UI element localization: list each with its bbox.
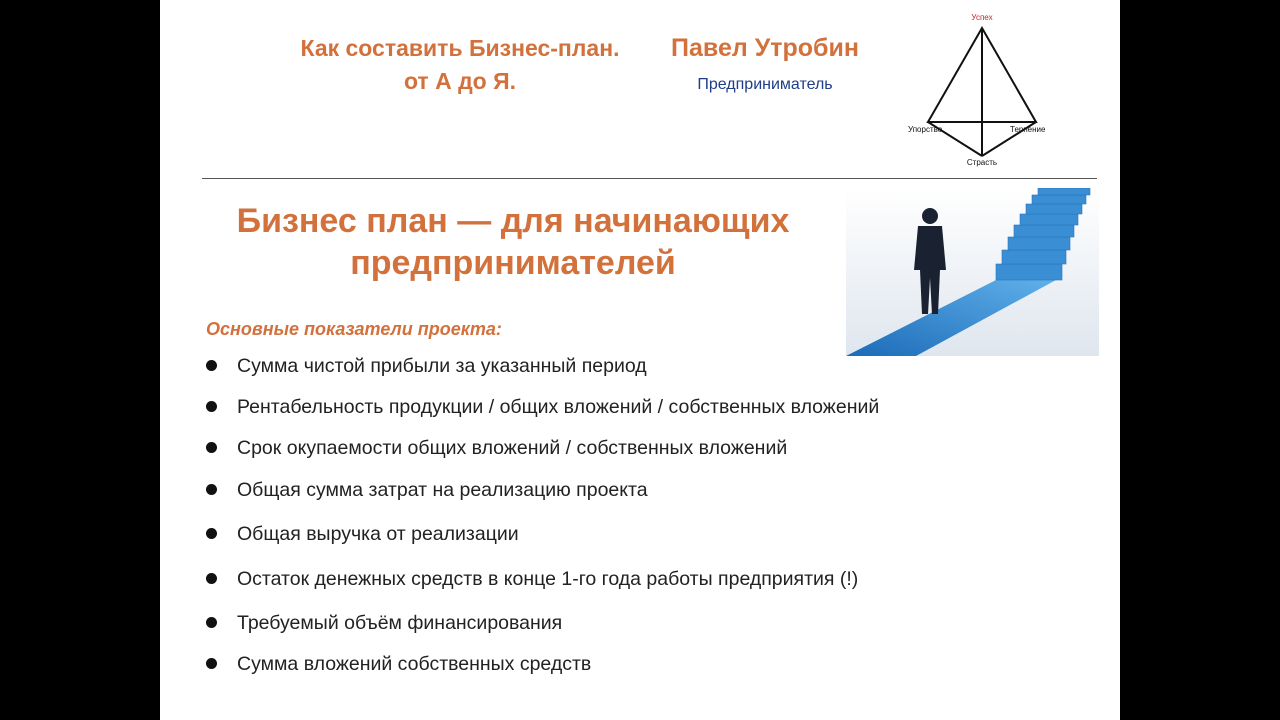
bullet-icon: [206, 528, 217, 539]
bullet-icon: [206, 401, 217, 412]
list-item-text: Сумма вложений собственных средств: [237, 653, 592, 675]
bullet-icon: [206, 573, 217, 584]
header-divider: [202, 178, 1097, 179]
list-item-text: Общая выручка от реализации: [237, 523, 519, 545]
list-item-text: Сумма чистой прибыли за указанный период: [237, 355, 647, 377]
list-item-text: Требуемый объём финансирования: [237, 612, 563, 634]
bullet-icon: [206, 360, 217, 371]
author-role: Предприниматель: [697, 76, 833, 93]
diagram-label-right: Терпение: [1010, 125, 1046, 134]
list-item-text: Срок окупаемости общих вложений / собственных вложений: [237, 437, 788, 459]
course-title-line2: от А до Я.: [403, 68, 517, 94]
diagram-label-top: Успех: [971, 13, 993, 22]
list-item: [204, 520, 1084, 548]
success-triangle-diagram: [900, 6, 1070, 172]
list-item: [204, 393, 1084, 421]
list-item-text: Общая сумма затрат на реализацию проекта: [237, 479, 648, 501]
bullet-icon: [206, 442, 217, 453]
slide: [160, 0, 1120, 720]
list-item-text: Рентабельность продукции / общих вложений / собственных вложений: [237, 396, 880, 418]
list-item: [204, 434, 1084, 462]
diagram-label-left: Упорство: [908, 125, 943, 134]
businessman-stairs-image: [846, 188, 1099, 356]
indicators-subheading: Основные показатели проекта:: [206, 319, 502, 339]
list-item: [204, 650, 1084, 678]
list-item: [204, 352, 1084, 380]
bullet-icon: [206, 658, 217, 669]
main-heading-line1: Бизнес план — для начинающих: [236, 202, 790, 240]
list-item-text: Остаток денежных средств в конце 1-го года работы предприятия (!): [237, 568, 859, 590]
main-heading-line2: предпринимателей: [350, 244, 676, 282]
bullet-icon: [206, 617, 217, 628]
author-name: Павел Утробин: [671, 34, 859, 62]
diagram-label-bottom: Страсть: [966, 158, 998, 167]
list-item: [204, 476, 1084, 504]
main-heading: [188, 200, 838, 284]
list-item: [204, 565, 1084, 593]
list-item: [204, 609, 1084, 637]
course-title-line1: Как составить Бизнес-план.: [300, 35, 620, 61]
bullet-icon: [206, 484, 217, 495]
